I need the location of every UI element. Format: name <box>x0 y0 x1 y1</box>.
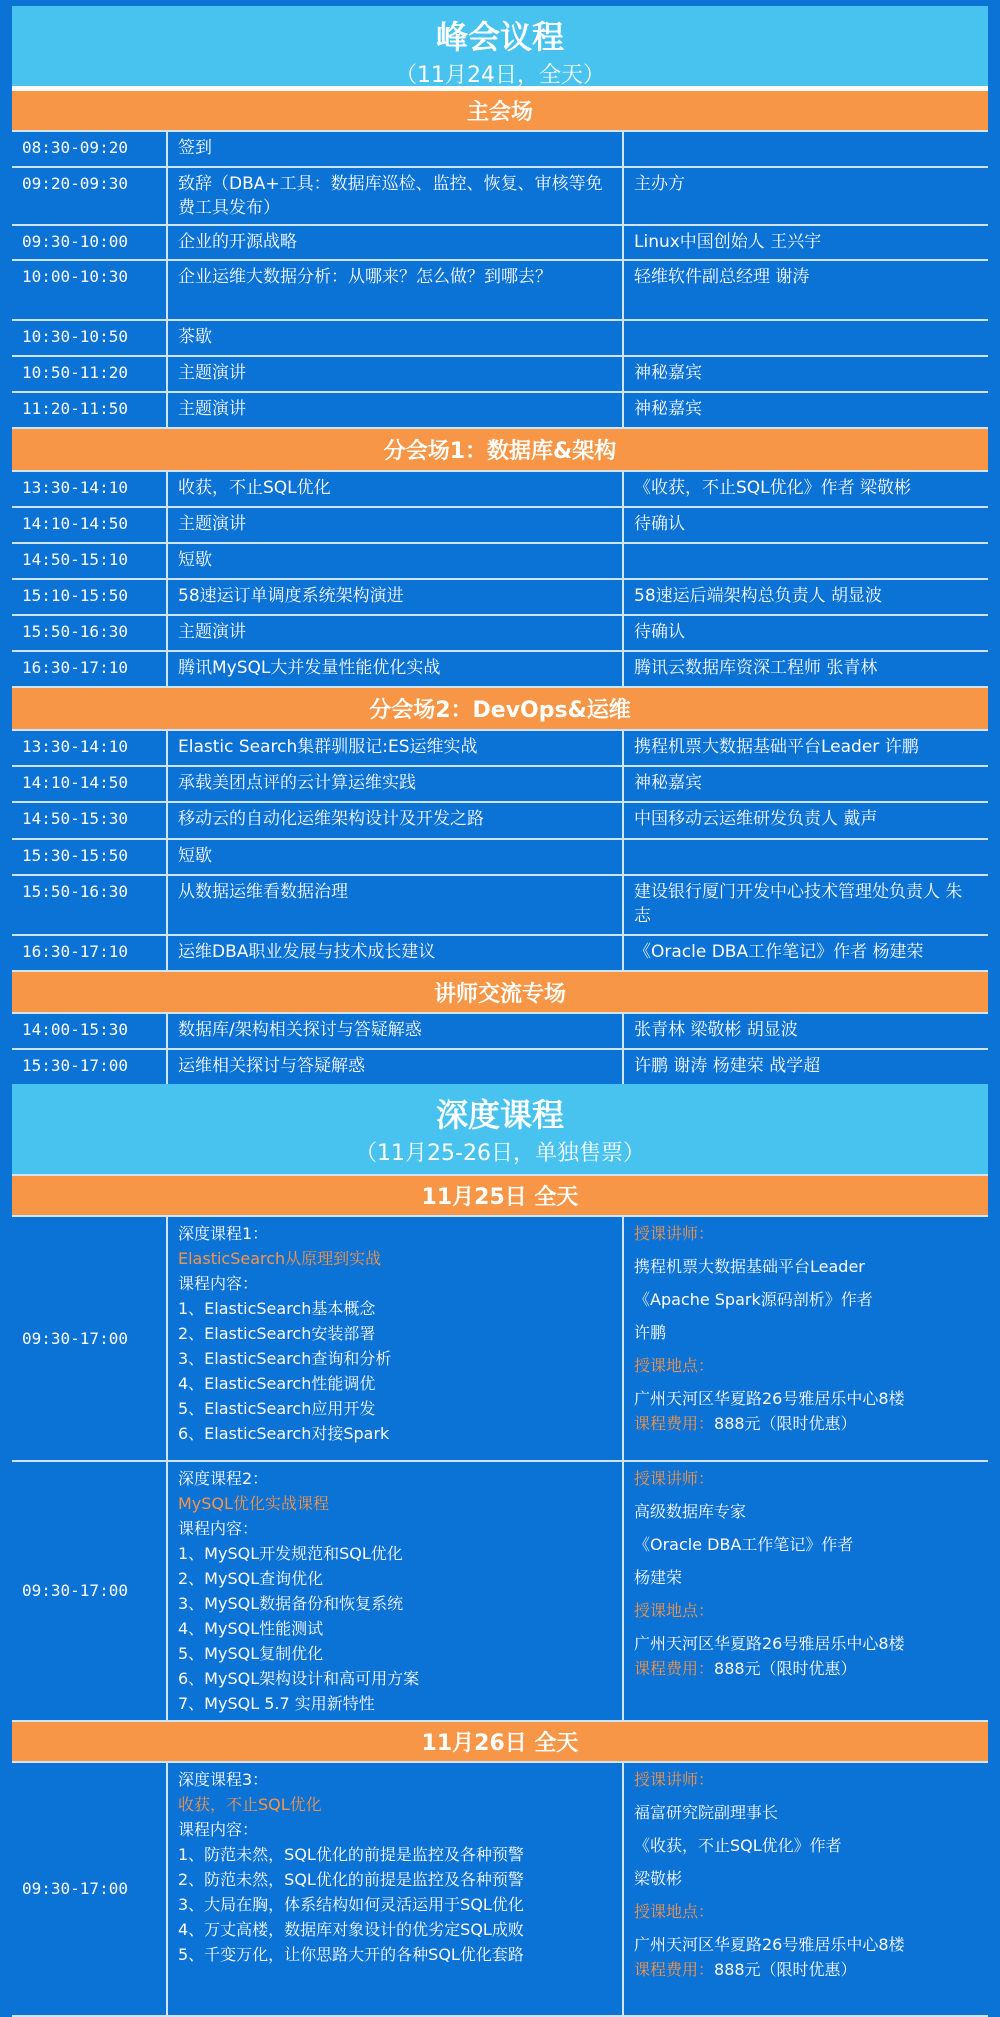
session-band-db-arch: 分会场1：数据库&架构 <box>12 429 988 472</box>
time-cell: 08:30-09:20 <box>12 132 168 166</box>
time-cell: 09:30-17:00 <box>12 1763 168 2015</box>
table-row <box>12 261 988 321</box>
table-row <box>12 132 988 168</box>
course-row <box>12 1462 988 1720</box>
course-title: MySQL优化实战课程 <box>178 1494 329 1513</box>
teacher-label: 授课讲师： <box>634 1224 715 1243</box>
topic-cell: 从数据运维看数据治理 <box>168 876 624 934</box>
session-band-main: 主会场 <box>12 91 988 132</box>
fee-value: 888元（限时优惠） <box>714 1659 857 1678</box>
place-value: 广州天河区华夏路26号雅居乐中心8楼 <box>634 1634 905 1653</box>
speaker-cell: 轻维软件副总经理 谢涛 <box>634 267 810 287</box>
course-item: 2、MySQL查询优化 <box>178 1569 324 1588</box>
fee-value: 888元（限时优惠） <box>714 1414 857 1433</box>
teacher-line: 杨建荣 <box>634 1568 683 1587</box>
course-item: 1、MySQL开发规范和SQL优化 <box>178 1544 403 1563</box>
table-row <box>12 168 988 226</box>
course-item: 6、ElasticSearch对接Spark <box>178 1424 390 1443</box>
course-item: 4、MySQL性能测试 <box>178 1619 324 1638</box>
teacher-line: 许鹏 <box>634 1323 667 1342</box>
topic-cell: 58速运订单调度系统架构演进 <box>168 580 624 614</box>
table-row <box>12 357 988 393</box>
course-item: 3、MySQL数据备份和恢复系统 <box>178 1594 404 1613</box>
course-detail <box>168 1217 624 1460</box>
fee-line <box>634 1411 978 1436</box>
course-info <box>624 1763 988 2015</box>
time-cell: 09:30-17:00 <box>12 1217 168 1460</box>
table-row <box>12 472 988 508</box>
speaker-cell: 建设银行厦门开发中心技术管理处负责人 朱志 <box>634 882 963 926</box>
topic-cell: 主题演讲 <box>168 357 624 391</box>
speaker-cell: 神秘嘉宾 <box>634 773 702 793</box>
course-label: 深度课程2： <box>178 1469 269 1488</box>
course-item: 5、千变万化，让你思路大开的各种SQL优化套路 <box>178 1945 524 1964</box>
speaker-cell: 腾讯云数据库资深工程师 张青林 <box>634 658 878 678</box>
time-cell: 14:10-14:50 <box>12 767 168 801</box>
speaker-cell: 携程机票大数据基础平台Leader 许鹏 <box>634 737 919 757</box>
time-cell: 14:00-15:30 <box>12 1014 168 1048</box>
table-row <box>12 321 988 357</box>
time-cell: 11:20-11:50 <box>12 393 168 427</box>
course-row <box>12 1217 988 1462</box>
speaker-cell: 主办方 <box>634 174 685 194</box>
table-row <box>12 580 988 616</box>
speaker-cell <box>624 544 988 578</box>
teacher-label: 授课讲师： <box>634 1770 715 1789</box>
course-item: 2、防范未然，SQL优化的前提是监控及各种预警 <box>178 1870 524 1889</box>
course-content-label: 课程内容： <box>178 1820 259 1839</box>
time-cell: 10:30-10:50 <box>12 321 168 355</box>
speaker-cell: 神秘嘉宾 <box>634 399 702 419</box>
course-title: ElasticSearch从原理到实战 <box>178 1249 382 1268</box>
course-row <box>12 1763 988 2017</box>
table-row <box>12 803 988 840</box>
time-cell: 09:20-09:30 <box>12 168 168 224</box>
table-row <box>12 1014 988 1050</box>
time-cell: 10:50-11:20 <box>12 357 168 391</box>
topic-cell: 短歇 <box>168 840 624 874</box>
course-title: 收获，不止SQL优化 <box>178 1795 322 1814</box>
course-info <box>624 1462 988 1720</box>
place-label: 授课地点： <box>634 1601 715 1620</box>
time-cell: 10:00-10:30 <box>12 261 168 319</box>
course-item: 1、ElasticSearch基本概念 <box>178 1299 376 1318</box>
speaker-cell: 待确认 <box>634 514 685 534</box>
time-cell: 13:30-14:10 <box>12 731 168 765</box>
fee-line <box>634 1957 978 1982</box>
time-cell: 15:10-15:50 <box>12 580 168 614</box>
place-label: 授课地点： <box>634 1902 715 1921</box>
topic-cell: 主题演讲 <box>168 508 624 542</box>
speaker-cell: 许鹏 谢涛 杨建荣 战学超 <box>634 1056 821 1076</box>
topic-cell: 主题演讲 <box>168 616 624 650</box>
speaker-cell: 《收获，不止SQL优化》作者 梁敬彬 <box>634 478 912 498</box>
topic-cell: 企业的开源战略 <box>168 226 624 259</box>
teacher-line: 福富研究院副理事长 <box>634 1803 779 1822</box>
course-label: 深度课程3： <box>178 1770 269 1789</box>
summit-subtitle: （11月24日，全天） <box>395 63 605 88</box>
fee-line <box>634 1656 978 1681</box>
teacher-line: 梁敬彬 <box>634 1869 683 1888</box>
topic-cell: 致辞（DBA+工具：数据库巡检、监控、恢复、审核等免费工具发布） <box>168 168 624 224</box>
course-info <box>624 1217 988 1460</box>
course-item: 2、ElasticSearch安装部署 <box>178 1324 376 1343</box>
teacher-line: 《收获，不止SQL优化》作者 <box>634 1836 842 1855</box>
course-item: 5、MySQL复制优化 <box>178 1644 324 1663</box>
speaker-cell: 《Oracle DBA工作笔记》作者 杨建荣 <box>634 942 924 962</box>
topic-cell: 运维DBA职业发展与技术成长建议 <box>168 936 624 970</box>
table-row <box>12 1050 988 1084</box>
course-item: 3、ElasticSearch查询和分析 <box>178 1349 392 1368</box>
table-row <box>12 652 988 688</box>
course-item: 6、MySQL架构设计和高可用方案 <box>178 1669 420 1688</box>
topic-cell: 茶歇 <box>168 321 624 355</box>
teacher-label: 授课讲师： <box>634 1469 715 1488</box>
teacher-line: 《Oracle DBA工作笔记》作者 <box>634 1535 854 1554</box>
time-cell: 15:50-16:30 <box>12 876 168 934</box>
teacher-line: 高级数据库专家 <box>634 1502 747 1521</box>
table-row <box>12 731 988 767</box>
courses-header <box>12 1084 988 1176</box>
session-band-speaker-exchange: 讲师交流专场 <box>12 972 988 1014</box>
place-value: 广州天河区华夏路26号雅居乐中心8楼 <box>634 1389 905 1408</box>
speaker-cell <box>624 321 988 355</box>
course-item: 4、ElasticSearch性能调优 <box>178 1374 376 1393</box>
table-row <box>12 393 988 429</box>
table-row <box>12 767 988 803</box>
topic-cell: Elastic Search集群驯服记:ES运维实战 <box>168 731 624 765</box>
topic-cell: 运维相关探讨与答疑解惑 <box>168 1050 624 1084</box>
summit-header <box>12 6 988 91</box>
courses-subtitle: （11月25-26日，单独售票） <box>355 1141 645 1166</box>
speaker-cell: 中国移动云运维研发负责人 戴声 <box>634 809 878 829</box>
time-cell: 14:50-15:30 <box>12 803 168 838</box>
table-row <box>12 226 988 261</box>
place-value: 广州天河区华夏路26号雅居乐中心8楼 <box>634 1935 905 1954</box>
topic-cell: 主题演讲 <box>168 393 624 427</box>
fee-label: 课程费用： <box>634 1659 715 1678</box>
speaker-cell: 神秘嘉宾 <box>634 363 702 383</box>
time-cell: 15:50-16:30 <box>12 616 168 650</box>
place-label: 授课地点： <box>634 1356 715 1375</box>
fee-value: 888元（限时优惠） <box>714 1960 857 1979</box>
table-row <box>12 840 988 876</box>
summit-title: 峰会议程 <box>435 18 564 56</box>
course-item: 1、防范未然，SQL优化的前提是监控及各种预警 <box>178 1845 524 1864</box>
time-cell: 15:30-17:00 <box>12 1050 168 1084</box>
teacher-line: 携程机票大数据基础平台Leader <box>634 1257 865 1276</box>
time-cell: 16:30-17:10 <box>12 936 168 970</box>
topic-cell: 承载美团点评的云计算运维实践 <box>168 767 624 801</box>
teacher-line: 《Apache Spark源码剖析》作者 <box>634 1290 873 1309</box>
speaker-cell: 张青林 梁敬彬 胡显波 <box>634 1020 798 1040</box>
fee-label: 课程费用： <box>634 1414 715 1433</box>
time-cell: 09:30-17:00 <box>12 1462 168 1720</box>
course-detail <box>168 1763 624 2015</box>
time-cell: 09:30-10:00 <box>12 226 168 259</box>
session-band-devops: 分会场2：DevOps&运维 <box>12 688 988 731</box>
day-band-nov25: 11月25日 全天 <box>12 1176 988 1217</box>
course-item: 7、MySQL 5.7 实用新特性 <box>178 1694 375 1713</box>
time-cell: 14:50-15:10 <box>12 544 168 578</box>
topic-cell: 短歇 <box>168 544 624 578</box>
topic-cell: 移动云的自动化运维架构设计及开发之路 <box>168 803 624 838</box>
course-detail <box>168 1462 624 1720</box>
speaker-cell: 待确认 <box>634 622 685 642</box>
course-item: 4、万丈高楼，数据库对象设计的优劣定SQL成败 <box>178 1920 524 1939</box>
speaker-cell <box>624 840 988 874</box>
speaker-cell: Linux中国创始人 王兴宇 <box>634 232 822 252</box>
day-band-nov26: 11月26日 全天 <box>12 1720 988 1763</box>
table-row <box>12 876 988 936</box>
course-item: 3、大局在胸，体系结构如何灵活运用于SQL优化 <box>178 1895 524 1914</box>
table-row <box>12 508 988 544</box>
course-label: 深度课程1： <box>178 1224 269 1243</box>
topic-cell: 数据库/架构相关探讨与答疑解惑 <box>168 1014 624 1048</box>
courses-title: 深度课程 <box>435 1096 564 1134</box>
topic-cell: 腾讯MySQL大并发量性能优化实战 <box>168 652 624 686</box>
table-row <box>12 544 988 580</box>
time-cell: 14:10-14:50 <box>12 508 168 542</box>
topic-cell: 企业运维大数据分析：从哪来？怎么做？到哪去？ <box>168 261 624 319</box>
table-row <box>12 936 988 972</box>
course-content-label: 课程内容： <box>178 1519 259 1538</box>
fee-label: 课程费用： <box>634 1960 715 1979</box>
time-cell: 15:30-15:50 <box>12 840 168 874</box>
course-content-label: 课程内容： <box>178 1274 259 1293</box>
agenda-page <box>12 6 988 2017</box>
topic-cell: 收获，不止SQL优化 <box>168 472 624 506</box>
topic-cell: 签到 <box>168 132 624 166</box>
speaker-cell: 58速运后端架构总负责人 胡显波 <box>634 586 883 606</box>
course-item: 5、ElasticSearch应用开发 <box>178 1399 376 1418</box>
time-cell: 13:30-14:10 <box>12 472 168 506</box>
table-row <box>12 616 988 652</box>
time-cell: 16:30-17:10 <box>12 652 168 686</box>
speaker-cell <box>624 132 988 166</box>
